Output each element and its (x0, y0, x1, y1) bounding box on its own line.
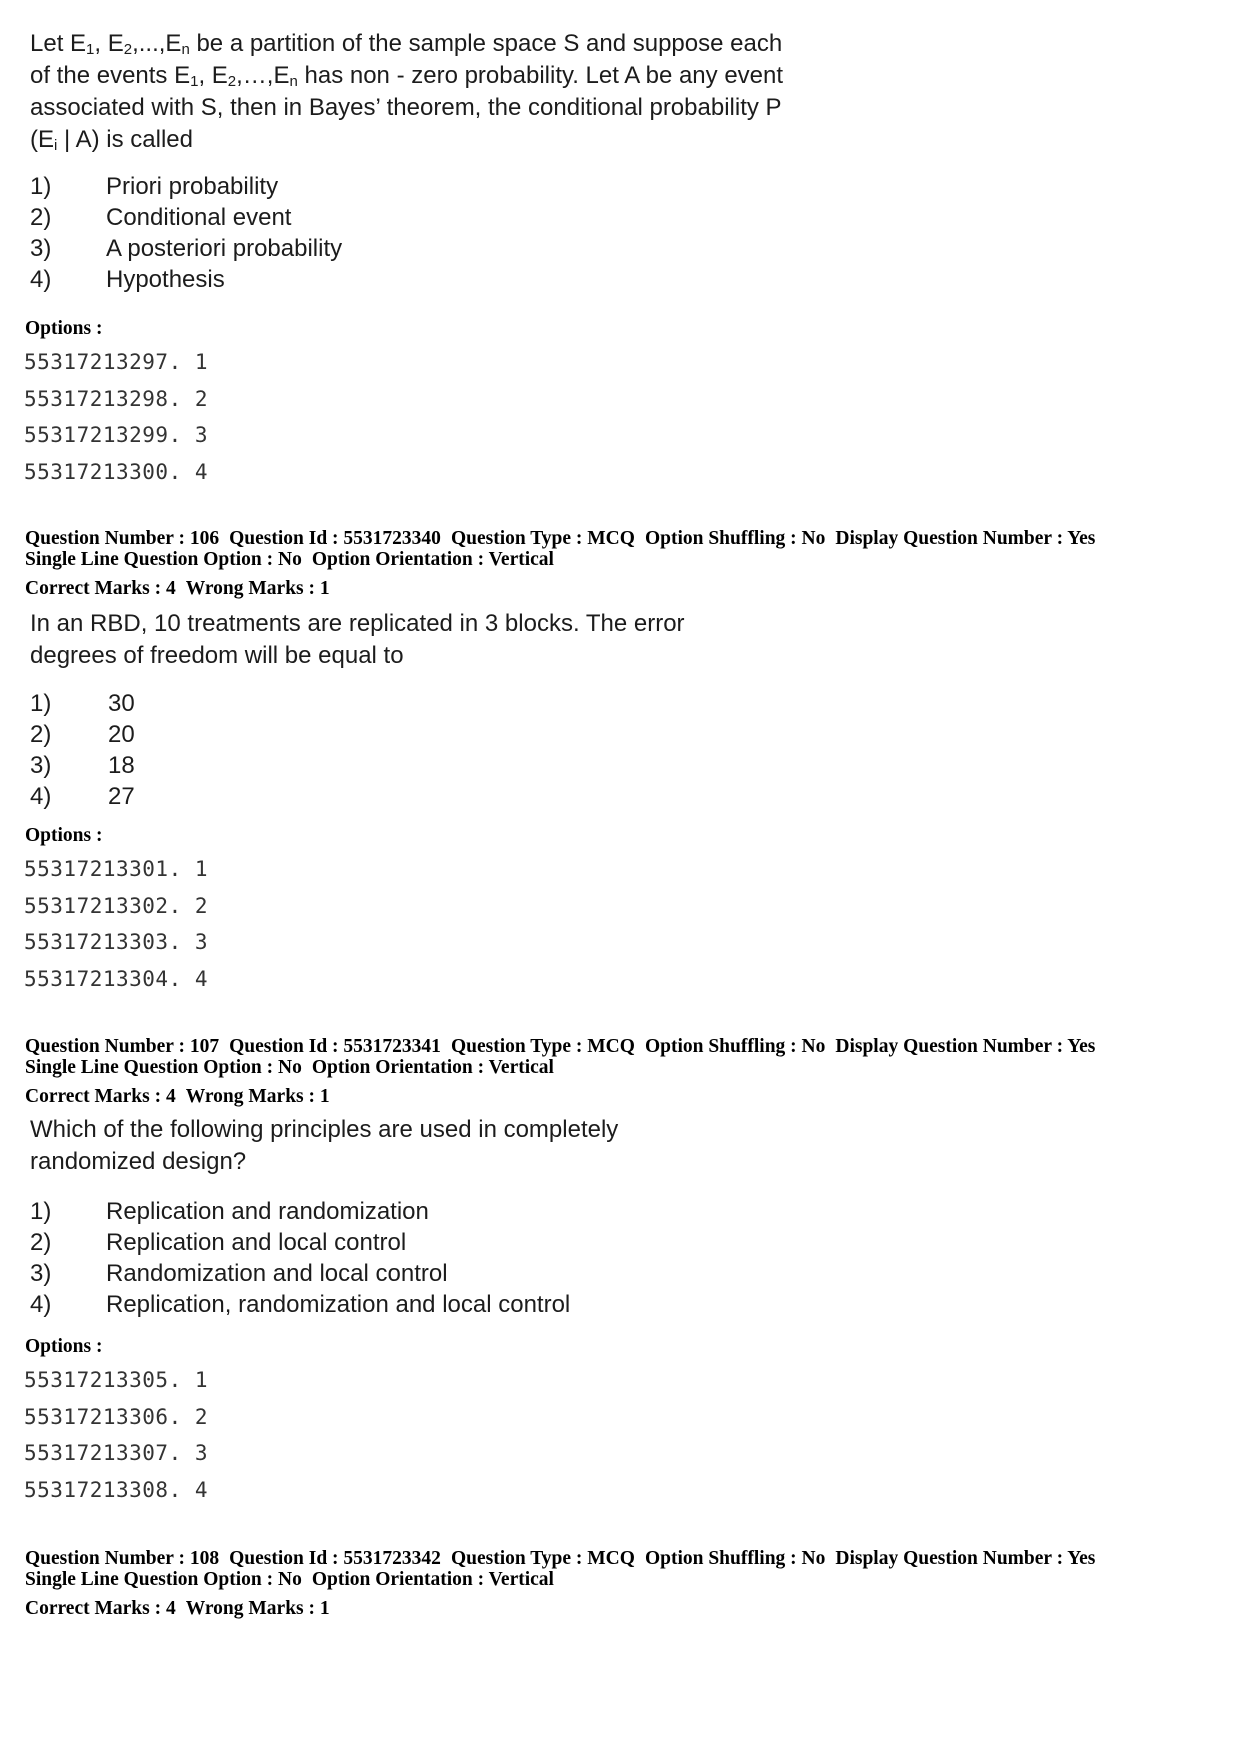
option-id: 55317213298. 2 (24, 386, 209, 411)
choice-item: 4) Replication, randomization and local control (30, 1291, 571, 1318)
choice-item: 1) Replication and randomization (30, 1198, 429, 1225)
choice-item: 1) Priori probability (30, 173, 279, 200)
option-id: 55317213301. 1 (24, 857, 209, 881)
options-label: Options : (25, 318, 103, 339)
option-id: 55317213299. 3 (24, 423, 209, 447)
option-id: 55317213307. 3 (24, 1441, 209, 1465)
question-106-choices (30, 688, 135, 812)
options-label: Options : (25, 825, 103, 846)
question-107-marks: Correct Marks : 4 Wrong Marks : 1 (25, 1086, 330, 1107)
option-id: 55317213306. 2 (24, 1404, 209, 1429)
option-id: 55317213297. 1 (24, 350, 209, 374)
question-108-marks: Correct Marks : 4 Wrong Marks : 1 (25, 1598, 330, 1619)
choice-item: 1) 30 (30, 690, 135, 717)
question-105-stem: Let $E_1$, $E_2,...,E_n$ be a partition of the sample space S and suppose each of the events $E_1$, $E_2,\dots,E_n$ has non - zero probability. Let A be any event associated with S, then in Bayes’ theorem, the conditional probability P ($E_i$ | A) is called (30, 30, 784, 154)
option-id: 55317213300. 4 (24, 459, 209, 484)
choice-item: 2) 20 (30, 721, 135, 748)
question-107-meta-line-2: Single Line Question Option : No Option Orientation : Vertical (25, 1057, 554, 1078)
question-108-meta-line-2: Single Line Question Option : No Option Orientation : Vertical (25, 1569, 554, 1590)
question-106-meta-line-2: Single Line Question Option : No Option Orientation : Vertical (25, 549, 554, 570)
question-107-meta-line-1: Question Number : 107 Question Id : 5531723341 Question Type : MCQ Option Shuffling : No Display Question Number : Yes (25, 1036, 1096, 1057)
choice-item: 2) Replication and local control (30, 1229, 407, 1256)
option-id: 55317213305. 1 (24, 1368, 209, 1392)
choice-item: 2) Conditional event (30, 204, 292, 231)
question-107-options (24, 1362, 208, 1508)
question-106-options (24, 851, 208, 997)
question-106-meta-line-1: Question Number : 106 Question Id : 5531723340 Question Type : MCQ Option Shuffling : No Display Question Number : Yes (25, 528, 1096, 549)
choice-item: 3) 18 (30, 752, 135, 779)
options-label: Options : (25, 1336, 103, 1357)
choice-item: 3) A posteriori probability (30, 235, 343, 262)
question-106-marks: Correct Marks : 4 Wrong Marks : 1 (25, 578, 330, 599)
option-id: 55317213308. 4 (24, 1477, 209, 1502)
option-id: 55317213304. 4 (24, 966, 209, 991)
question-107-stem: Which of the following principles are used in completely randomized design? (30, 1116, 619, 1175)
question-107-choices (30, 1196, 570, 1320)
choice-item: 3) Randomization and local control (30, 1260, 448, 1287)
question-108-meta-line-1: Question Number : 108 Question Id : 5531723342 Question Type : MCQ Option Shuffling : No Display Question Number : Yes (25, 1548, 1096, 1569)
choice-item: 4) Hypothesis (30, 266, 225, 293)
question-105-options (24, 344, 208, 490)
option-id: 55317213303. 3 (24, 930, 209, 954)
question-106-stem: In an RBD, 10 treatments are replicated in 3 blocks. The error degrees of freedom will be equal to (30, 610, 685, 669)
option-id: 55317213302. 2 (24, 893, 209, 918)
question-105-choices (30, 171, 342, 295)
choice-item: 4) 27 (30, 783, 135, 810)
